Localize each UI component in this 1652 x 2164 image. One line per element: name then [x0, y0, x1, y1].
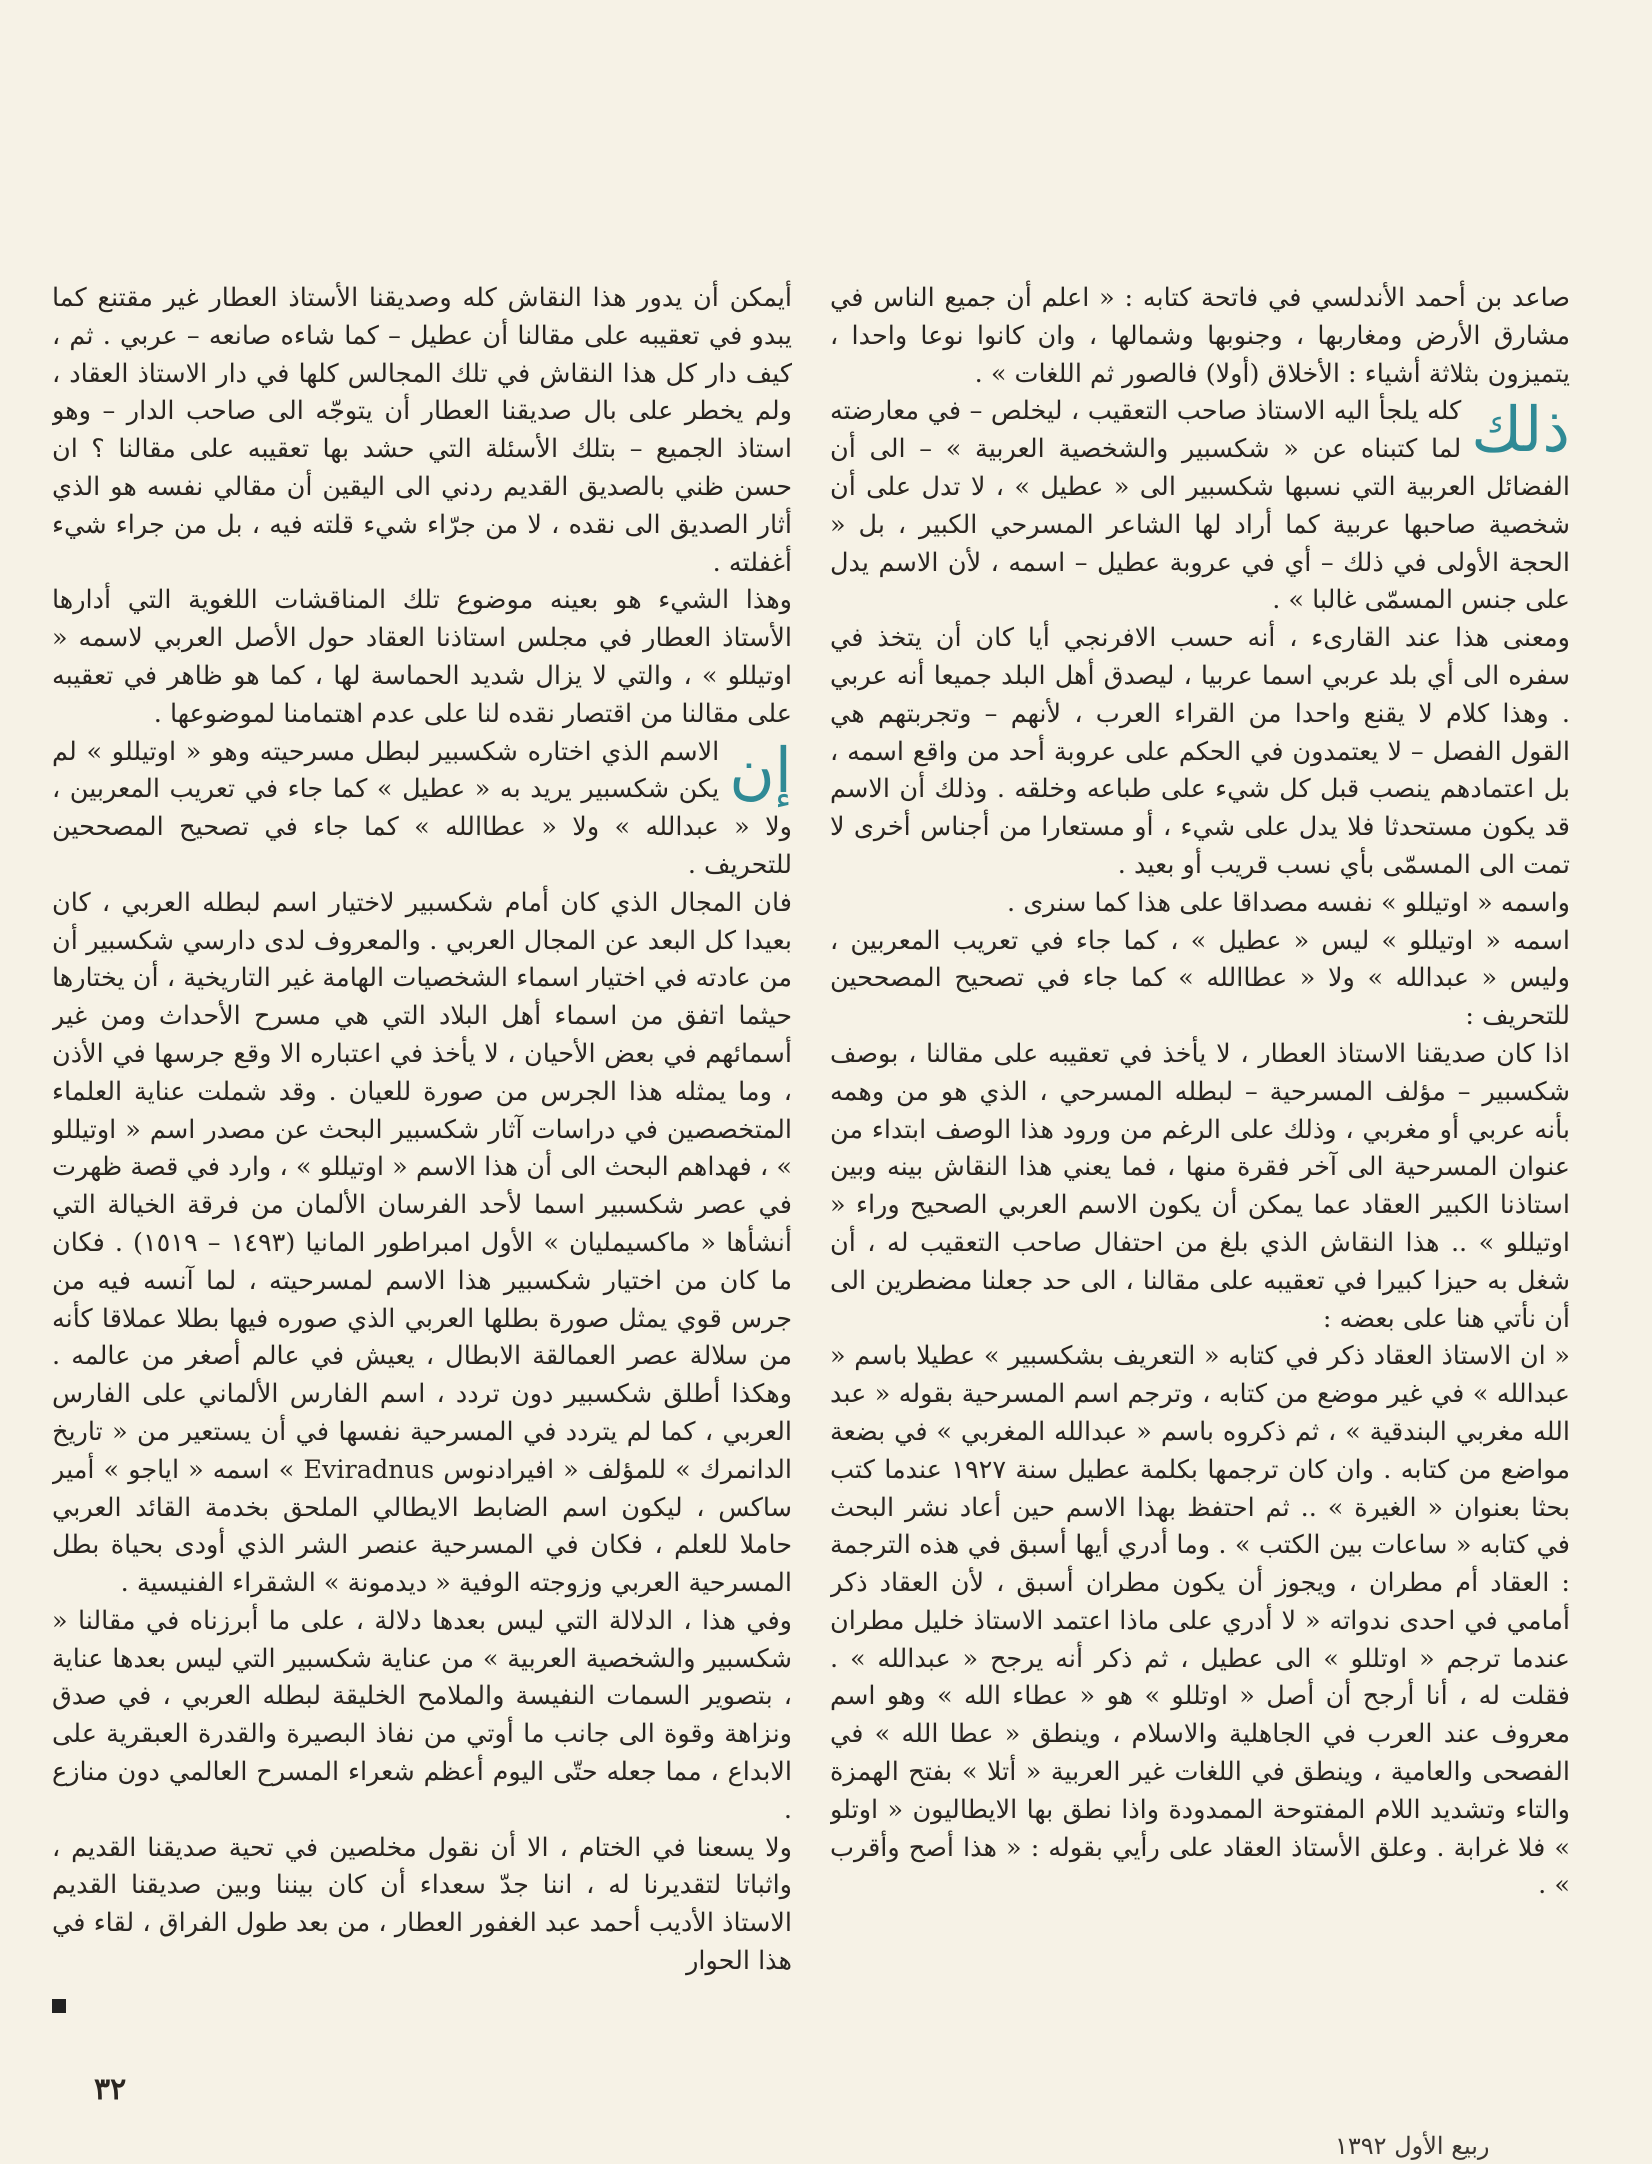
- paragraph-text: الاسم الذي اختاره شكسبير لبطل مسرحيته وهو « اوتيللو » لم يكن شكسبير يريد به « عطيل » كما جاء في تعريب المعربين ، ولا « عبدالله » ولا « عطاالله » كما جاء في تصحيح المصححين للتحريف .: [52, 736, 792, 880]
- paragraph: « ان الاستاذ العقاد ذكر في كتابه « التعريف بشكسبير » عطيلا باسم « عبدالله » في غير موضع من كتابه ، وترجم اسم المسرحية بقوله « عبد الله مغربي البندقية » ، ثم ذكروه باسم « عبدالله المغربي » في بضعة مواضع من كتابه . وان كان ترجمها بكلمة عطيل سنة ١٩٢٧ عندما كتب بحثا بعنوان « الغيرة » .. ثم احتفظ بهذا الاسم حين أعاد نشر البحث في كتابه « ساعات بين الكتب » . وما أدري أيها أسبق في هذه الترجمة : العقاد أم مطران ، ويجوز أن يكون مطران أسبق ، لأن العقاد ذكر أمامي في احدى ندواته « لا أدري على ماذا اعتمد الاستاذ خليل مطران عندما ترجم « اوتللو » الى عطيل ، ثم ذكر أنه يرجح « عبدالله » . فقلت له ، أنا أرجح أن أصل « اوتللو » هو « عطاء الله » وهو اسم معروف عند العرب في الجاهلية والاسلام ، وينطق « عطا الله » في الفصحى والعامية ، وينطق في اللغات غير العربية « أتلا » بفتح الهمزة والتاء وتشديد اللام المفتوحة الممدودة واذا نطق بها الايطاليون « اوتلو » فلا غرابة . وعلق الأستاذ العقاد على رأيي بقوله : « هذا أصح وأقرب » .: [830, 1341, 1570, 1901]
- paragraph: واسمه « اوتيللو » نفسه مصداقا على هذا كما سنرى .: [1007, 887, 1570, 918]
- drop-cap-word: ذلك: [1471, 393, 1570, 467]
- paragraph-text: كله يلجأ اليه الاستاذ صاحب التعقيب ، ليخلص – في معارضته لما كتبناه عن « شكسبير والشخصية العربية » – الى أن الفضائل العربية التي نسبها شكسبير الى « عطيل » ، لا تدل على أن شخصية صاحبها عربية كما أراد لها الشاعر المسرحي الكبير ، بل « الحجة الأولى في ذلك – أي في عروبة عطيل – اسمه ، لأن الاسم يدل على جنس المسمّى غالبا » .: [830, 396, 1570, 616]
- paragraph: اسمه « اوتيللو » ليس « عطيل » ، كما جاء في تعريب المعربين ، وليس « عبدالله » ولا « عطاالله » كما جاء في تصحيح المصححين للتحريف :: [830, 925, 1570, 1032]
- paragraph: صاعد بن أحمد الأندلسي في فاتحة كتابه : « اعلم أن جميع الناس في مشارق الأرض ومغاربها ، وجنوبها وشمالها ، وان كانوا نوعا واحدا ، يتميزون بثلاثة أشياء : الأخلاق (أولا) فالصور ثم اللغات » .: [830, 283, 1570, 389]
- paragraph: ومعنى هذا عند القارىء ، أنه حسب الافرنجي أيا كان أن يتخذ في سفره الى أي بلد عربي اسما عربيا ، ليصدق أهل البلد جميعا أنه عربي . وهذا كلام لا يقنع واحدا من القراء العرب ، لأنهم – وتجربتهم هي القول الفصل – لا يعتمدون في الحكم على عروبة أحد من واقع اسمه ، بل اعتمادهم ينصب قبل كل شيء على طباعه وخلقه . وذلك أن الاسم قد يكون مستحدثا فلا يدل على شيء ، أو مستعارا من أجناس أخرى لا تمت الى المسمّى بأي نسب قريب أو بعيد .: [830, 623, 1570, 880]
- paragraph: [830, 393, 1570, 620]
- left-column: [52, 280, 792, 2050]
- paragraph: أيمكن أن يدور هذا النقاش كله وصديقنا الأستاذ العطار غير مقتنع كما يبدو في تعقيبه على مقالنا أن عطيل – كما شاءه صانعه – عربي . ثم ، كيف دار كل هذا النقاش في تلك المجالس كلها في دار الاستاذ العقاد ، ولم يخطر على بال صديقنا العطار أن يتوجّه الى صاحب الدار – وهو استاذ الجميع – بتلك الأسئلة التي حشد بها تعقيبه على مقالنا ؟ ان حسن ظني بالصديق القديم ردني الى اليقين أن مقالي نفسه هو الذي أثار الصديق الى نقده ، لا من جرّاء شيء قلته فيه ، بل من جراء شيء أغفلته .: [52, 283, 792, 578]
- issue-date: ربيع الأول ١٣٩٢: [1335, 2132, 1490, 2160]
- paragraph: وهذا الشيء هو بعينه موضوع تلك المناقشات اللغوية التي أدارها الأستاذ العطار في مجلس استاذنا العقاد حول الأصل العربي لاسمه « اوتيللو » ، والتي لا يزال شديد الحماسة لها ، كما هو ظاهر في تعقيبه على مقالنا من اقتصار نقده لنا على عدم اهتمامنا لموضوعها .: [52, 585, 792, 729]
- drop-cap-word: إن: [729, 733, 792, 807]
- end-mark-row: [52, 1987, 792, 2025]
- paragraph: [52, 734, 792, 885]
- paragraph: اذا كان صديقنا الاستاذ العطار ، لا يأخذ في تعقيبه على مقالنا ، بوصف شكسبير – مؤلف المسرحية – لبطله المسرحي ، الذي هو من وهمه بأنه عربي أو مغربي ، وذلك على الرغم من ورود هذا الوصف ابتداء من عنوان المسرحية الى آخر فقرة منها ، فما يعني هذا النقاش بينه وبين استاذنا الكبير العقاد عما يمكن أن يكون الاسم العربي الصحيح وراء « اوتيللو » .. هذا النقاش الذي بلغ من احتفال صاحب التعقيب له ، أن شغل به حيزا كبيرا في تعقيبه على مقالنا ، الى حد جعلنا مضطرين الى أن نأتي هنا على بعضه :: [830, 1038, 1570, 1334]
- end-of-article-square-icon: [52, 1999, 66, 2013]
- page-number: ٣٢: [94, 2072, 127, 2107]
- right-column: [830, 280, 1570, 2050]
- paragraph: فان المجال الذي كان أمام شكسبير لاختيار اسم لبطله العربي ، كان بعيدا كل البعد عن المجال العربي . والمعروف لدى دارسي شكسبير أن من عادته في اختيار اسماء الشخصيات الهامة غير التاريخية ، أن يختارها حيثما اتفق من اسماء أهل البلاد التي هي مسرح الأحداث ومن غير أسمائهم في بعض الأحيان ، لا يأخذ في اعتباره الا وقع جرسها في الأذن ، وما يمثله هذا الجرس من صورة للعيان . وقد شملت عناية العلماء المتخصصين في دراسات آثار شكسبير البحث عن مصدر اسم « اوتيللو » ، فهداهم البحث الى أن هذا الاسم « اوتيللو » ، وارد في قصة ظهرت في عصر شكسبير اسما لأحد الفرسان الألمان من فرقة الخيالة التي أنشأها « ماكسيمليان » الأول امبراطور المانيا (١٤٩٣ – ١٥١٩) . فكان ما كان من اختيار شكسبير هذا الاسم لمسرحيته ، لما آنسه فيه من جرس قوي يمثل صورة بطلها العربي الذي صوره فيها بطلا عملاقا كأنه من سلالة عصر العمالقة الابطال ، يعيش في عالم أصغر من عالمه . وهكذا أطلق شكسبير دون تردد ، اسم الفارس الألماني على الفارس العربي ، كما لم يتردد في المسرحية نفسها في أن يستعير من « تاريخ الدانمرك » للمؤلف « افيرادنوس Eviradnus » اسمه « اياجو » أمير ساكس ، ليكون اسم الضابط الايطالي الملحق بخدمة القائد العربي حاملا للعلم ، فكان في المسرحية عنصر الشر الذي أودى بحياة بطل المسرحية العربي وزوجته الوفية « ديدمونة » الشقراء الفنيسية .: [52, 887, 792, 1599]
- paragraph: وفي هذا ، الدلالة التي ليس بعدها دلالة ، على ما أبرزناه في مقالنا « شكسبير والشخصية العربية » من عناية شكسبير التي ليس بعدها عناية ، بتصوير السمات النفيسة والملامح الخليقة لبطله العربي ، في صدق ونزاهة وقوة الى جانب ما أوتي من نفاذ البصيرة والقدرة العبقرية على الابداع ، مما جعله حتّى اليوم أعظم شعراء المسرح العالمي دون منازع .: [52, 1605, 792, 1825]
- paragraph: ولا يسعنا في الختام ، الا أن نقول مخلصين في تحية صديقنا القديم ، واثباتا لتقديرنا له ، اننا جدّ سعداء أن كان بيننا وبين صديقنا القديم الاستاذ الأديب أحمد عبد الغفور العطار ، من بعد طول الفراق ، لقاء في هذا الحوار: [52, 1832, 792, 1977]
